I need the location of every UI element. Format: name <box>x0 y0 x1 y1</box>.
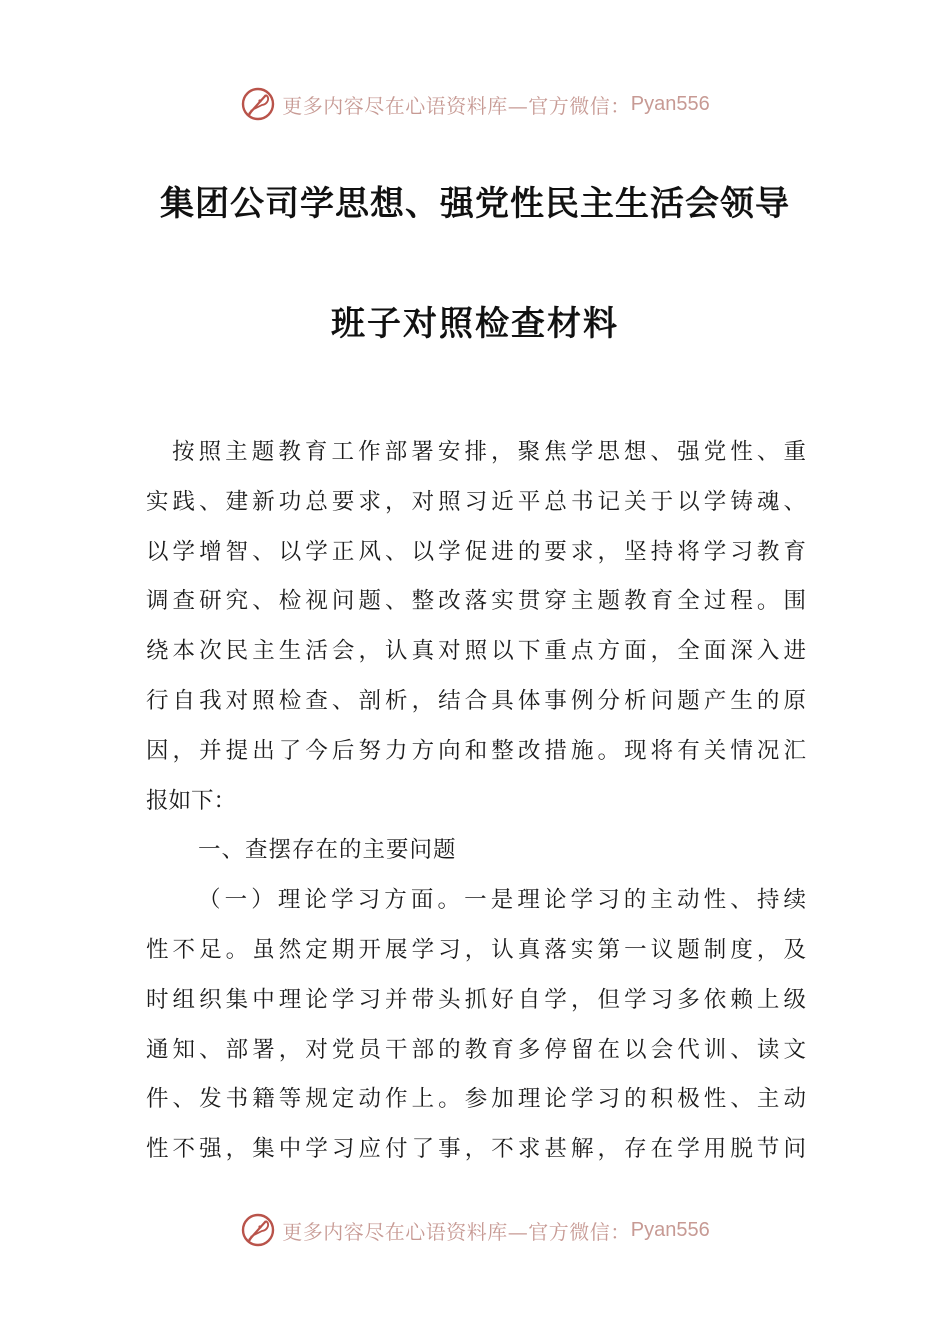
watermark-id: Pyan556 <box>630 92 710 115</box>
document-title-line-2: 班子对照检查材料 <box>331 304 619 344</box>
body-line: 调查研究、检视问题、整改落实贯穿主题教育全过程。围 <box>146 588 806 615</box>
watermark-banner-top <box>0 82 950 126</box>
body-line: 性不强，集中学习应付了事，不求甚解，存在学用脱节问 <box>146 1136 806 1163</box>
body-line: 件、发书籍等规定动作上。参加理论学习的积极性、主动 <box>146 1086 806 1113</box>
body-line: 报如下： <box>146 787 237 814</box>
body-line: 性不足。虽然定期开展学习，认真落实第一议题制度，及 <box>146 936 806 963</box>
watermark-banner-bottom <box>0 1208 950 1252</box>
body-line: 因，并提出了今后努力方向和整改措施。现将有关情况汇 <box>146 737 806 764</box>
body-line: （一）理论学习方面。一是理论学习的主动性、持续 <box>198 887 806 914</box>
watermark-text: 更多内容尽在心语资料库—官方微信： <box>282 93 631 118</box>
watermark-id: Pyan556 <box>630 1218 710 1241</box>
section-heading: 一、查摆存在的主要问题 <box>198 837 457 864</box>
body-line: 按照主题教育工作部署安排，聚焦学思想、强党性、重 <box>172 439 806 465</box>
body-line: 时组织集中理论学习并带头抓好自学，但学习多依赖上级 <box>146 986 806 1013</box>
document-title-line-1: 集团公司学思想、强党性民主生活会领导 <box>160 184 790 224</box>
body-line: 通知、部署，对党员干部的教育多停留在以会代训、读文 <box>146 1036 806 1063</box>
body-line: 绕本次民主生活会，认真对照以下重点方面，全面深入进 <box>146 638 806 665</box>
body-line: 实践、建新功总要求，对照习近平总书记关于以学铸魂、 <box>146 488 806 515</box>
watermark-text: 更多内容尽在心语资料库—官方微信： <box>282 1219 631 1244</box>
body-line: 以学增智、以学正风、以学促进的要求，坚持将学习教育 <box>146 538 806 565</box>
body-line: 行自我对照检查、剖析，结合具体事例分析问题产生的原 <box>146 687 806 714</box>
quill-logo-icon <box>240 86 276 122</box>
document-body <box>146 428 806 1175</box>
quill-logo-icon <box>240 1212 276 1248</box>
